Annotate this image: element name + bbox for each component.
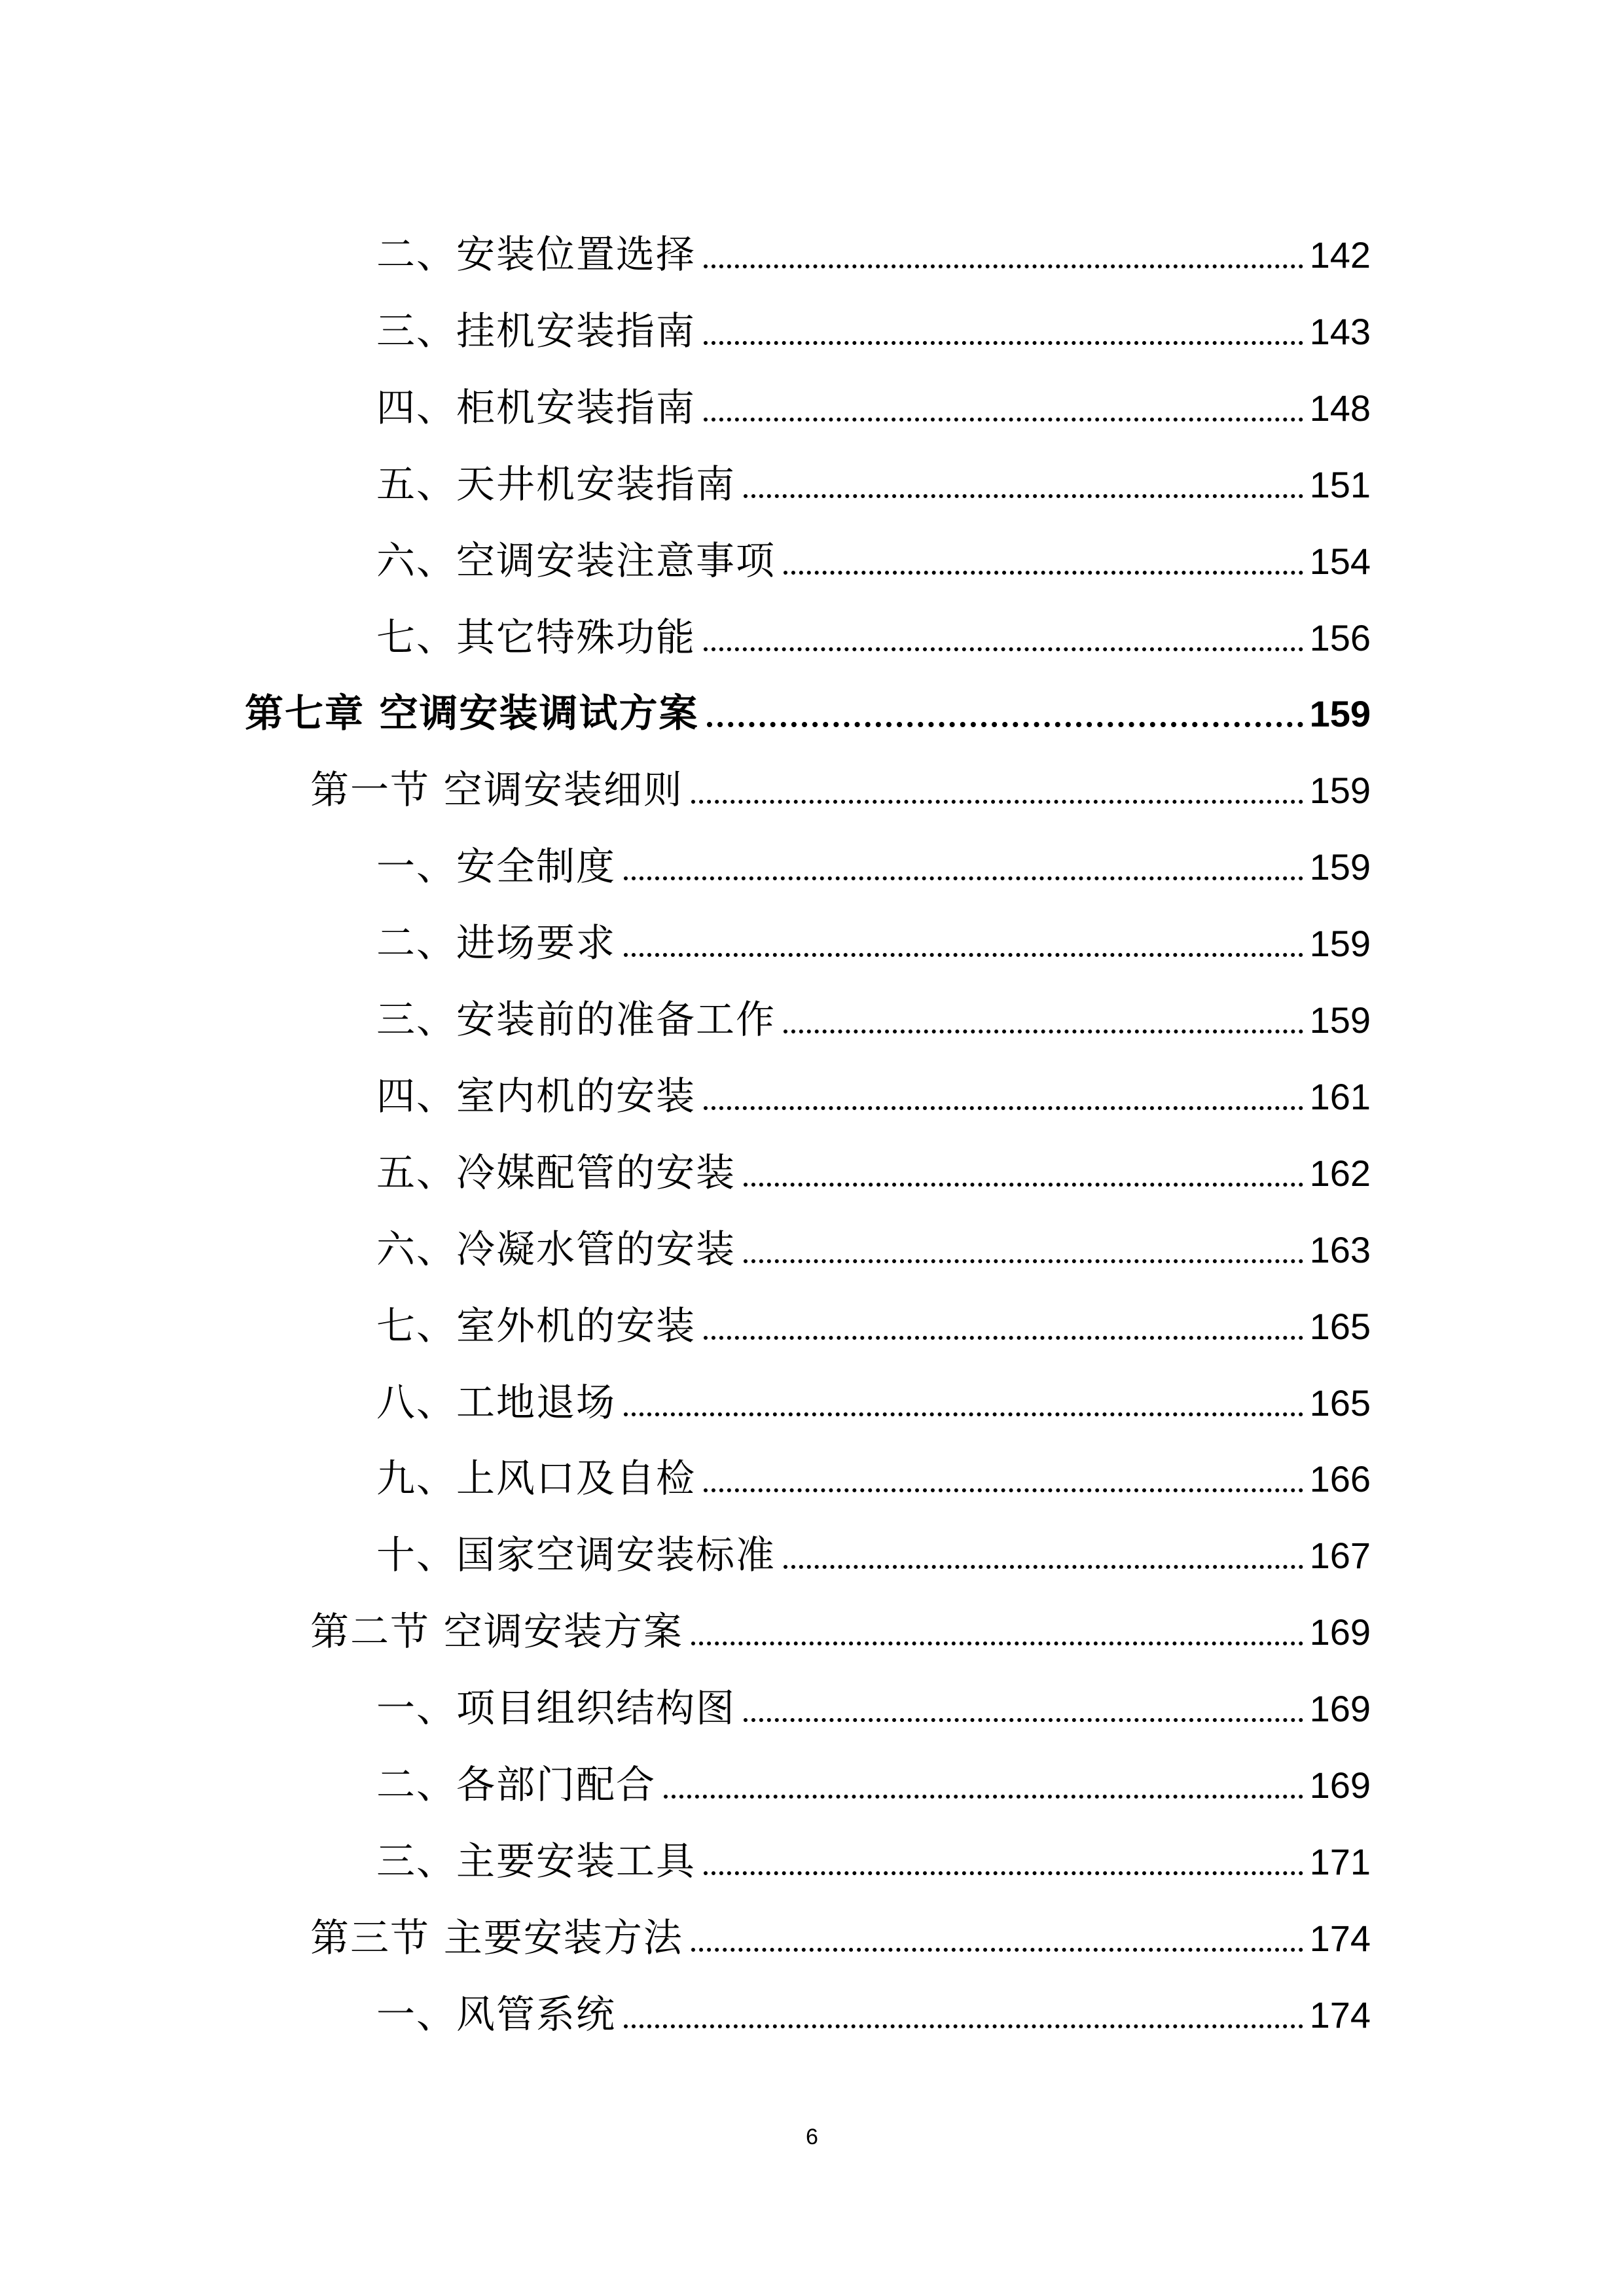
toc-entry[interactable] <box>310 1585 1371 1655</box>
dot-leader <box>704 341 1303 345</box>
dot-leader <box>704 647 1303 651</box>
toc-entry[interactable] <box>376 820 1371 889</box>
toc-entry-title: 十、国家空调安装标准 <box>376 1532 776 1578</box>
dot-leader <box>691 1948 1303 1952</box>
dot-leader <box>624 2024 1303 2028</box>
dot-leader <box>691 800 1303 804</box>
toc-entry[interactable] <box>376 973 1371 1042</box>
toc-entry-page-number: 151 <box>1309 463 1371 505</box>
toc-entry-title: 第七章 空调安装调试方案 <box>245 691 699 736</box>
dot-leader <box>744 494 1303 498</box>
toc-entry[interactable] <box>376 591 1371 660</box>
toc-entry-title: 三、主要安装工具 <box>376 1838 696 1884</box>
toc-entry-page-number: 165 <box>1309 1382 1371 1424</box>
toc-entry[interactable] <box>376 1050 1371 1119</box>
dot-leader <box>704 1488 1303 1492</box>
toc-entry[interactable] <box>376 1203 1371 1272</box>
dot-leader <box>744 1183 1303 1187</box>
toc-entry[interactable] <box>376 1509 1371 1578</box>
toc-entry-page-number: 148 <box>1309 387 1371 429</box>
toc-entry-page-number: 156 <box>1309 617 1371 658</box>
toc-entry[interactable] <box>376 1126 1371 1195</box>
toc-entry-title: 二、进场要求 <box>376 920 617 966</box>
toc-entry-title: 二、安装位置选择 <box>376 232 696 277</box>
toc-entry-title: 一、风管系统 <box>376 1991 617 2037</box>
toc-entry[interactable] <box>376 1280 1371 1348</box>
toc-entry-title: 六、空调安装注意事项 <box>376 537 776 583</box>
toc-entry-page-number: 166 <box>1309 1458 1371 1500</box>
toc-entry-page-number: 174 <box>1309 1994 1371 2036</box>
toc-entry-title: 七、室外机的安装 <box>376 1302 696 1348</box>
toc-entry[interactable] <box>376 208 1371 277</box>
dot-leader <box>691 1641 1303 1645</box>
toc-entry[interactable] <box>310 1892 1371 1960</box>
toc-entry-title: 第二节 空调安装方案 <box>310 1609 683 1655</box>
toc-entry-page-number: 159 <box>1309 693 1371 735</box>
dot-leader <box>664 1795 1303 1799</box>
toc-entry-page-number: 171 <box>1309 1840 1371 1882</box>
toc-entry-page-number: 169 <box>1309 1688 1371 1730</box>
toc-entry-page-number: 142 <box>1309 234 1371 276</box>
toc-entry-title: 第一节 空调安装细则 <box>310 767 683 813</box>
dot-leader <box>784 1030 1303 1033</box>
dot-leader <box>784 571 1303 575</box>
toc-entry-title: 五、冷媒配管的安装 <box>376 1149 736 1195</box>
toc-entry-page-number: 159 <box>1309 846 1371 888</box>
dot-leader <box>704 1106 1303 1110</box>
dot-leader <box>624 876 1303 880</box>
toc-entry-page-number: 159 <box>1309 770 1371 812</box>
toc-entry-page-number: 174 <box>1309 1917 1371 1959</box>
toc-entry-page-number: 165 <box>1309 1305 1371 1347</box>
toc-entry[interactable] <box>376 1968 1371 2037</box>
toc-entry-title: 三、挂机安装指南 <box>376 308 696 353</box>
toc-entry-title: 五、天井机安装指南 <box>376 461 736 507</box>
toc-entry-title: 六、冷凝水管的安装 <box>376 1226 736 1272</box>
toc-entry[interactable] <box>376 1815 1371 1884</box>
dot-leader <box>707 722 1303 727</box>
toc-entry-page-number: 162 <box>1309 1152 1371 1194</box>
dot-leader <box>704 418 1303 422</box>
toc-entry[interactable] <box>376 1738 1371 1807</box>
toc-entry-title: 一、项目组织结构图 <box>376 1685 736 1731</box>
dot-leader <box>744 1718 1303 1722</box>
toc-entry-title: 九、上风口及自检 <box>376 1456 696 1501</box>
toc-entry-title: 七、其它特殊功能 <box>376 614 696 660</box>
toc-entry[interactable] <box>376 438 1371 507</box>
toc-entry-page-number: 169 <box>1309 1765 1371 1806</box>
toc-entry[interactable] <box>376 361 1371 430</box>
dot-leader <box>624 1412 1303 1416</box>
toc-entry[interactable] <box>376 1662 1371 1731</box>
toc-entry-title: 一、安全制度 <box>376 844 617 889</box>
toc-entry-title: 四、柜机安装指南 <box>376 384 696 430</box>
toc-entry-page-number: 169 <box>1309 1611 1371 1653</box>
dot-leader <box>744 1259 1303 1263</box>
dot-leader <box>704 1871 1303 1875</box>
toc-entry-title: 四、室内机的安装 <box>376 1073 696 1119</box>
toc-entry-title: 第三节 主要安装方法 <box>310 1914 683 1960</box>
toc-entry-page-number: 159 <box>1309 999 1371 1041</box>
dot-leader <box>624 953 1303 957</box>
toc-entry-page-number: 154 <box>1309 540 1371 582</box>
toc-entry-page-number: 163 <box>1309 1229 1371 1270</box>
dot-leader <box>784 1565 1303 1569</box>
toc-entry-title: 二、各部门配合 <box>376 1762 657 1807</box>
toc-entry-page-number: 167 <box>1309 1535 1371 1577</box>
toc-entry-page-number: 161 <box>1309 1075 1371 1117</box>
dot-leader <box>704 264 1303 268</box>
toc-entry[interactable] <box>310 744 1371 813</box>
toc-entry-page-number: 159 <box>1309 923 1371 965</box>
toc-entry[interactable] <box>376 1432 1371 1501</box>
toc-entry-title: 三、安装前的准备工作 <box>376 997 776 1042</box>
dot-leader <box>704 1336 1303 1340</box>
toc-entry-page-number: 143 <box>1309 310 1371 352</box>
toc-entry[interactable] <box>376 285 1371 353</box>
toc-entry[interactable] <box>245 667 1371 736</box>
page-number: 6 <box>806 2125 818 2149</box>
toc-entry-title: 八、工地退场 <box>376 1379 617 1425</box>
toc-entry[interactable] <box>376 1356 1371 1425</box>
toc-entry[interactable] <box>376 897 1371 966</box>
toc-entry[interactable] <box>376 514 1371 583</box>
